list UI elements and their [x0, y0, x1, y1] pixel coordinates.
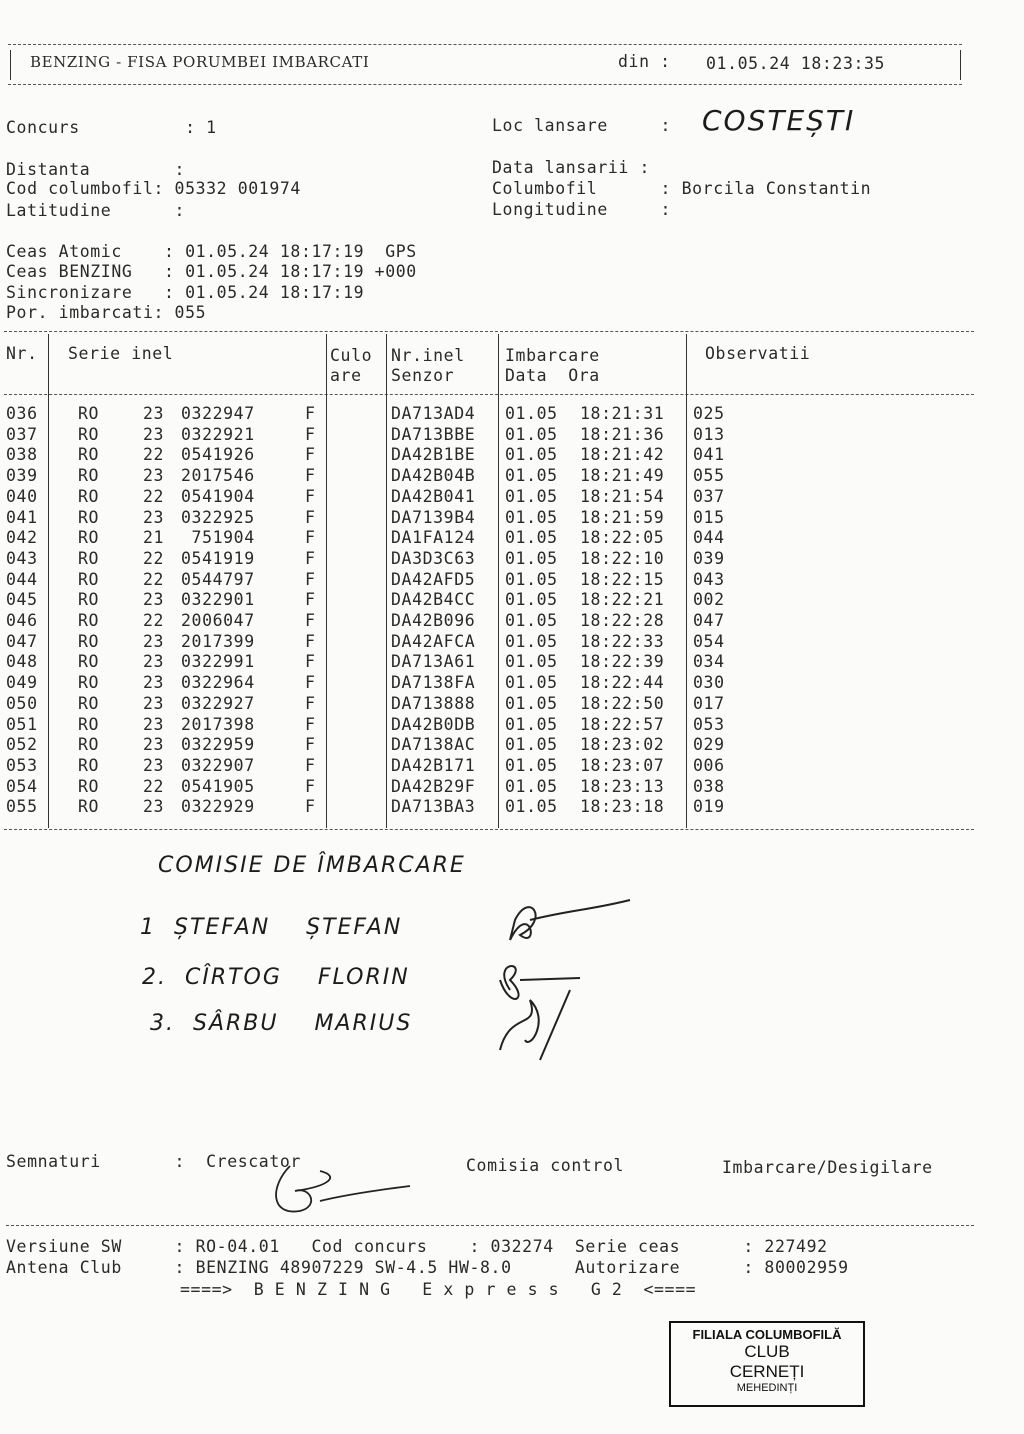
header-right-border [960, 50, 961, 80]
row-ring-number: 0322901 [181, 590, 255, 610]
row-nr: 040 [6, 486, 38, 506]
row-year: 22 [143, 486, 165, 506]
row-sex: F [305, 631, 316, 651]
commission-title: COMISIE DE ÎMBARCARE [158, 853, 466, 878]
breeder-signature [250, 1156, 420, 1222]
row-nr: 051 [6, 714, 38, 734]
row-country: RO [78, 735, 100, 755]
row-sensor-id: DA1FA124 [391, 528, 476, 548]
row-nr: 037 [6, 424, 38, 444]
table-row [0, 715, 1000, 735]
row-date: 01.05 [505, 466, 558, 486]
row-country: RO [78, 590, 100, 610]
row-year: 22 [143, 569, 165, 589]
row-year: 23 [143, 404, 165, 423]
footer-rule [6, 1225, 974, 1226]
col-header-imbarcare-1: Imbarcare [505, 346, 600, 365]
stamp-line-4: MEHEDINȚI [736, 1382, 798, 1394]
ceas-atomic-line: Ceas Atomic : 01.05.24 18:17:19 GPS [6, 242, 417, 261]
row-sex: F [305, 590, 316, 610]
row-date: 01.05 [505, 569, 558, 589]
footer-line-3: ====> B E N Z I N G E x p r e s s G 2 <==== [180, 1280, 697, 1299]
row-year: 22 [143, 445, 165, 465]
row-country: RO [78, 569, 100, 589]
row-sensor-id: DA42AFD5 [391, 569, 476, 589]
row-sensor-id: DA713A61 [391, 652, 476, 672]
row-date: 01.05 [505, 404, 558, 423]
row-time: 18:22:50 [580, 693, 665, 713]
row-sex: F [305, 486, 316, 506]
row-time: 18:22:15 [580, 569, 665, 589]
row-nr: 047 [6, 631, 38, 651]
row-sex: F [305, 652, 316, 672]
row-nr: 044 [6, 569, 38, 589]
report-title: BENZING - FISA PORUMBEI IMBARCATI [30, 53, 370, 71]
header-top-rule [8, 44, 962, 45]
row-date: 01.05 [505, 735, 558, 755]
col-header-imbarcare-2: Data Ora [505, 366, 600, 385]
row-date: 01.05 [505, 611, 558, 630]
table-row [0, 652, 1000, 672]
row-nr: 042 [6, 528, 38, 548]
row-sensor-id: DA42B29F [391, 776, 476, 796]
row-sex: F [305, 611, 316, 630]
table-row [0, 508, 1000, 528]
row-nr: 048 [6, 652, 38, 672]
row-date: 01.05 [505, 631, 558, 651]
row-sex: F [305, 404, 316, 423]
row-nr: 052 [6, 735, 38, 755]
row-year: 22 [143, 548, 165, 568]
row-sensor-id: DA713888 [391, 693, 476, 713]
stamp-line-3: CERNEȚI [729, 1362, 805, 1381]
row-ring-number: 751904 [181, 528, 255, 548]
row-sensor-id: DA42B4CC [391, 590, 476, 610]
row-sensor-id: DA42B096 [391, 611, 476, 630]
row-date: 01.05 [505, 755, 558, 775]
row-time: 18:22:33 [580, 631, 665, 651]
row-sex: F [305, 714, 316, 734]
row-country: RO [78, 466, 100, 486]
row-sensor-id: DA42B04B [391, 466, 476, 486]
signature-imbarcare: Imbarcare/Desigilare [722, 1158, 933, 1177]
row-ring-number: 0541926 [181, 445, 255, 465]
table-row [0, 404, 1000, 424]
row-sensor-id: DA713AD4 [391, 404, 476, 423]
row-time: 18:23:13 [580, 776, 665, 796]
row-ring-number: 2017546 [181, 466, 255, 486]
row-observatii: 041 [693, 445, 725, 465]
report-din-label: din : [618, 52, 671, 71]
col-header-serie: Serie inel [68, 344, 174, 363]
row-nr: 045 [6, 590, 38, 610]
row-ring-number: 0544797 [181, 569, 255, 589]
table-row [0, 445, 1000, 465]
stamp-line-2: CLUB [744, 1342, 790, 1361]
row-observatii: 053 [693, 714, 725, 734]
col-header-senzor-2: Senzor [391, 366, 455, 385]
row-country: RO [78, 404, 100, 423]
row-year: 21 [143, 528, 165, 548]
row-time: 18:23:07 [580, 755, 665, 775]
commission-signatures [470, 880, 670, 1070]
row-sex: F [305, 548, 316, 568]
table-row [0, 632, 1000, 652]
row-observatii: 029 [693, 735, 725, 755]
loc-lansare-line: Loc lansare : [492, 116, 672, 135]
row-year: 23 [143, 714, 165, 734]
row-ring-number: 0322929 [181, 797, 255, 817]
row-nr: 055 [6, 797, 38, 817]
table-row [0, 466, 1000, 486]
row-country: RO [78, 776, 100, 796]
row-observatii: 002 [693, 590, 725, 610]
club-stamp [669, 1321, 865, 1407]
row-observatii: 055 [693, 466, 725, 486]
row-year: 23 [143, 507, 165, 527]
row-observatii: 013 [693, 424, 725, 444]
row-nr: 053 [6, 755, 38, 775]
row-country: RO [78, 714, 100, 734]
row-sex: F [305, 693, 316, 713]
row-sex: F [305, 776, 316, 796]
table-row [0, 549, 1000, 569]
table-row [0, 756, 1000, 776]
row-observatii: 043 [693, 569, 725, 589]
data-lansarii-line: Data lansarii : [492, 158, 651, 177]
table-row [0, 570, 1000, 590]
concurs-line: Concurs : 1 [6, 118, 217, 137]
row-sex: F [305, 528, 316, 548]
row-ring-number: 2017398 [181, 714, 255, 734]
row-year: 23 [143, 693, 165, 713]
row-sex: F [305, 445, 316, 465]
row-date: 01.05 [505, 673, 558, 693]
stamp-line-1: FILIALA COLUMBOFILĂ [692, 1327, 842, 1342]
row-observatii: 038 [693, 776, 725, 796]
table-header-rule [4, 394, 974, 395]
row-year: 22 [143, 611, 165, 630]
row-time: 18:21:59 [580, 507, 665, 527]
row-sensor-id: DA42B041 [391, 486, 476, 506]
row-date: 01.05 [505, 486, 558, 506]
table-row [0, 777, 1000, 797]
row-date: 01.05 [505, 507, 558, 527]
row-nr: 043 [6, 548, 38, 568]
table-row [0, 590, 1000, 610]
col-header-culoare-1: Culo [330, 346, 373, 365]
row-sensor-id: DA7139B4 [391, 507, 476, 527]
row-date: 01.05 [505, 548, 558, 568]
row-time: 18:21:42 [580, 445, 665, 465]
row-nr: 041 [6, 507, 38, 527]
row-date: 01.05 [505, 797, 558, 817]
sincronizare-line: Sincronizare : 01.05.24 18:17:19 [6, 283, 365, 302]
row-ring-number: 0541905 [181, 776, 255, 796]
footer-line-1: Versiune SW : RO-04.01 Cod concurs : 032274 Serie ceas : 227492 [6, 1237, 828, 1256]
row-date: 01.05 [505, 445, 558, 465]
row-time: 18:22:39 [580, 652, 665, 672]
row-sensor-id: DA713BBE [391, 424, 476, 444]
row-country: RO [78, 652, 100, 672]
row-time: 18:21:54 [580, 486, 665, 506]
col-header-nr: Nr. [6, 344, 38, 363]
table-bottom-rule [4, 829, 974, 830]
row-time: 18:21:49 [580, 466, 665, 486]
row-ring-number: 0322927 [181, 693, 255, 713]
row-observatii: 044 [693, 528, 725, 548]
row-ring-number: 0322991 [181, 652, 255, 672]
row-observatii: 037 [693, 486, 725, 506]
row-observatii: 006 [693, 755, 725, 775]
row-nr: 038 [6, 445, 38, 465]
header-bottom-rule [8, 84, 962, 85]
row-country: RO [78, 755, 100, 775]
row-country: RO [78, 424, 100, 444]
row-time: 18:22:10 [580, 548, 665, 568]
row-year: 23 [143, 424, 165, 444]
row-observatii: 054 [693, 631, 725, 651]
row-sex: F [305, 673, 316, 693]
row-sensor-id: DA42B171 [391, 755, 476, 775]
row-time: 18:22:28 [580, 611, 665, 630]
row-observatii: 034 [693, 652, 725, 672]
table-row [0, 611, 1000, 631]
row-nr: 046 [6, 611, 38, 630]
row-year: 23 [143, 652, 165, 672]
footer-line-2: Antena Club : BENZING 48907229 SW-4.5 HW-8.0 Autorizare : 80002959 [6, 1258, 849, 1277]
row-sex: F [305, 797, 316, 817]
row-date: 01.05 [505, 652, 558, 672]
row-year: 23 [143, 466, 165, 486]
row-nr: 054 [6, 776, 38, 796]
col-header-observatii: Observatii [705, 344, 811, 363]
row-sex: F [305, 424, 316, 444]
table-row [0, 528, 1000, 548]
row-year: 22 [143, 776, 165, 796]
row-ring-number: 0541919 [181, 548, 255, 568]
row-sex: F [305, 507, 316, 527]
row-time: 18:23:18 [580, 797, 665, 817]
row-time: 18:21:36 [580, 424, 665, 444]
table-row [0, 694, 1000, 714]
row-country: RO [78, 507, 100, 527]
row-time: 18:22:57 [580, 714, 665, 734]
row-country: RO [78, 673, 100, 693]
row-sensor-id: DA42B1BE [391, 445, 476, 465]
por-imbarcati-line: Por. imbarcati: 055 [6, 303, 207, 322]
row-sensor-id: DA3D3C63 [391, 548, 476, 568]
row-country: RO [78, 693, 100, 713]
cod-columbofil-line: Cod columbofil: 05332 001974 [6, 179, 301, 198]
row-observatii: 039 [693, 548, 725, 568]
row-date: 01.05 [505, 528, 558, 548]
header-left-border [10, 50, 11, 80]
row-nr: 050 [6, 693, 38, 713]
table-row [0, 487, 1000, 507]
row-observatii: 015 [693, 507, 725, 527]
distanta-line: Distanta : [6, 160, 186, 179]
commission-member-3: 3. SÂRBU MARIUS [150, 1011, 413, 1036]
row-observatii: 025 [693, 404, 725, 423]
row-country: RO [78, 797, 100, 817]
row-date: 01.05 [505, 776, 558, 796]
row-year: 23 [143, 797, 165, 817]
row-country: RO [78, 611, 100, 630]
row-observatii: 017 [693, 693, 725, 713]
row-time: 18:22:44 [580, 673, 665, 693]
row-year: 23 [143, 631, 165, 651]
row-ring-number: 0322964 [181, 673, 255, 693]
row-year: 23 [143, 673, 165, 693]
row-year: 23 [143, 755, 165, 775]
signature-comisia-control: Comisia control [466, 1156, 625, 1175]
columbofil-line: Columbofil : Borcila Constantin [492, 179, 872, 198]
row-ring-number: 2017399 [181, 631, 255, 651]
row-ring-number: 2006047 [181, 611, 255, 630]
row-date: 01.05 [505, 590, 558, 610]
row-sensor-id: DA7138AC [391, 735, 476, 755]
row-nr: 039 [6, 466, 38, 486]
row-time: 18:22:21 [580, 590, 665, 610]
table-row [0, 425, 1000, 445]
row-sensor-id: DA42B0DB [391, 714, 476, 734]
row-sex: F [305, 735, 316, 755]
col-header-culoare-2: are [330, 366, 362, 385]
commission-member-1: 1 ȘTEFAN ȘTEFAN [140, 915, 403, 940]
row-nr: 049 [6, 673, 38, 693]
row-country: RO [78, 445, 100, 465]
row-country: RO [78, 548, 100, 568]
row-sex: F [305, 569, 316, 589]
row-observatii: 019 [693, 797, 725, 817]
row-ring-number: 0322959 [181, 735, 255, 755]
row-sex: F [305, 466, 316, 486]
row-date: 01.05 [505, 693, 558, 713]
row-country: RO [78, 528, 100, 548]
row-year: 23 [143, 590, 165, 610]
report-datetime: 01.05.24 18:23:35 [706, 54, 886, 73]
table-row [0, 735, 1000, 755]
row-ring-number: 0322921 [181, 424, 255, 444]
latitudine-line: Latitudine : [6, 201, 186, 220]
row-observatii: 030 [693, 673, 725, 693]
ceas-benzing-line: Ceas BENZING : 01.05.24 18:17:19 +000 [6, 262, 417, 281]
row-observatii: 047 [693, 611, 725, 630]
row-country: RO [78, 631, 100, 651]
row-ring-number: 0322925 [181, 507, 255, 527]
row-date: 01.05 [505, 424, 558, 444]
row-nr: 036 [6, 404, 38, 423]
row-sensor-id: DA713BA3 [391, 797, 476, 817]
row-sensor-id: DA42AFCA [391, 631, 476, 651]
row-time: 18:22:05 [580, 528, 665, 548]
row-time: 18:23:02 [580, 735, 665, 755]
row-time: 18:21:31 [580, 404, 665, 423]
row-ring-number: 0322907 [181, 755, 255, 775]
longitudine-line: Longitudine : [492, 200, 672, 219]
table-top-rule [4, 331, 974, 332]
row-country: RO [78, 486, 100, 506]
commission-member-2: 2. CÎRTOG FLORIN [142, 965, 410, 990]
table-row [0, 797, 1000, 817]
row-ring-number: 0541904 [181, 486, 255, 506]
row-sensor-id: DA7138FA [391, 673, 476, 693]
signatures-label: Semnaturi : Crescator [6, 1152, 301, 1171]
loc-lansare-handwritten: COSTEȘTI [702, 104, 856, 137]
row-sex: F [305, 755, 316, 775]
row-date: 01.05 [505, 714, 558, 734]
table-row [0, 673, 1000, 693]
row-year: 23 [143, 735, 165, 755]
row-ring-number: 0322947 [181, 404, 255, 423]
col-header-senzor-1: Nr.inel [391, 346, 465, 365]
